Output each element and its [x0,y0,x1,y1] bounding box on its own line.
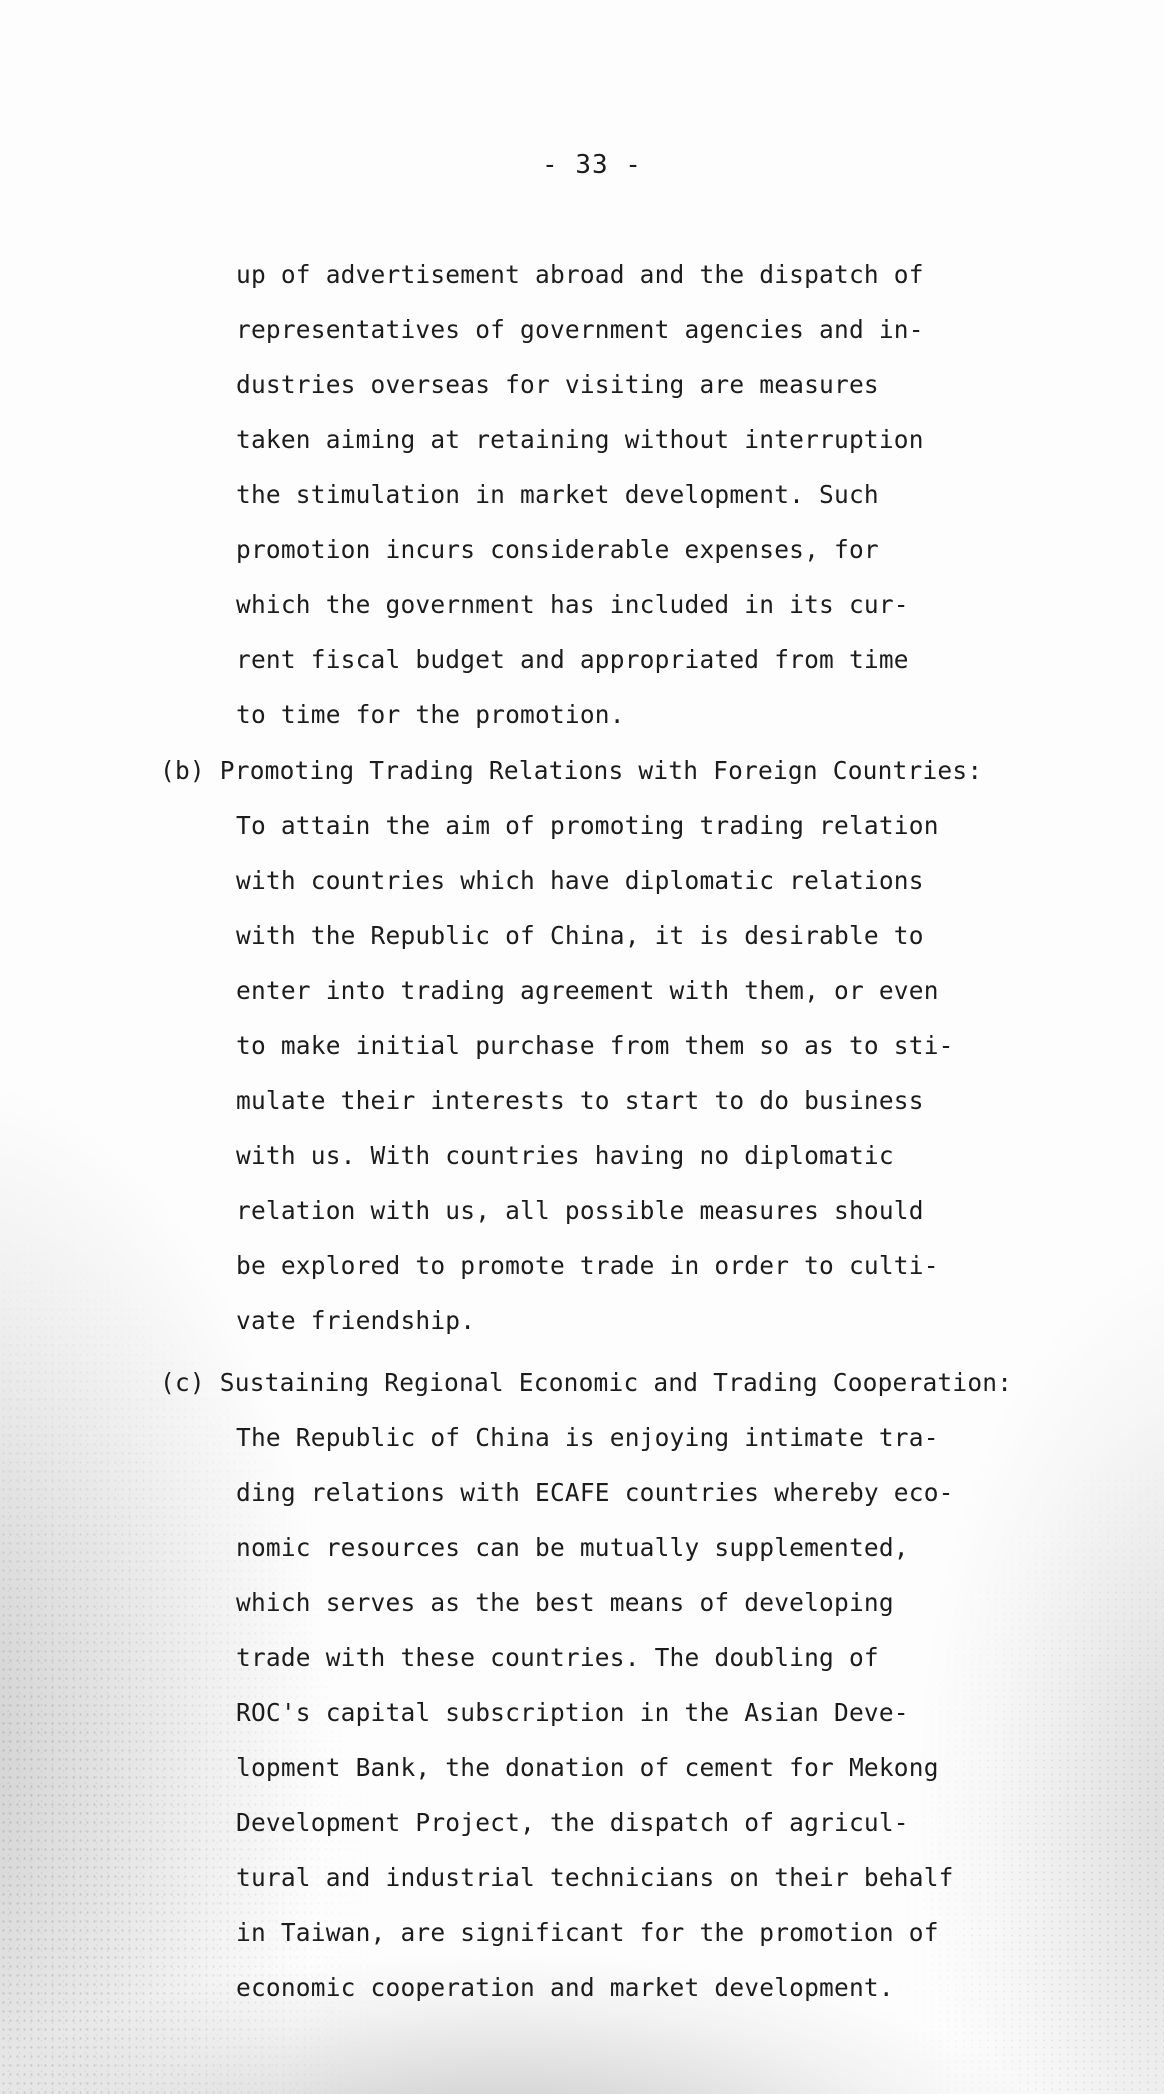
text-line: The Republic of China is enjoying intimate tra- [236,1423,939,1452]
text-line: economic cooperation and market development. [236,1973,894,2002]
text-line: enter into trading agreement with them, or even [236,976,939,1005]
section-heading-b: (b) Promoting Trading Relations with Foreign Countries: [160,756,983,785]
text-line: with the Republic of China, it is desirable to [236,921,924,950]
text-line: vate friendship. [236,1306,476,1335]
text-line: to make initial purchase from them so as to sti- [236,1031,954,1060]
text-line: up of advertisement abroad and the dispatch of [236,260,924,289]
text-line: to time for the promotion. [236,700,625,729]
text-line: nomic resources can be mutually supplemented, [236,1533,909,1562]
text-line: To attain the aim of promoting trading relation [236,811,939,840]
text-line: ding relations with ECAFE countries whereby eco- [236,1478,954,1507]
text-line: in Taiwan, are significant for the promotion of [236,1918,939,1947]
text-line: lopment Bank, the donation of cement for Mekong [236,1753,939,1782]
text-line: taken aiming at retaining without interruption [236,425,924,454]
text-line: dustries overseas for visiting are measures [236,370,879,399]
text-line: which serves as the best means of developing [236,1588,894,1617]
text-line: ROC's capital subscription in the Asian Deve- [236,1698,909,1727]
text-line: rent fiscal budget and appropriated from time [236,645,909,674]
text-line: be explored to promote trade in order to culti- [236,1251,939,1280]
text-line: relation with us, all possible measures should [236,1196,924,1225]
text-line: with us. With countries having no diplomatic [236,1141,894,1170]
text-line: tural and industrial technicians on their behalf [236,1863,954,1892]
page-number: - 33 - [542,150,642,180]
text-line: which the government has included in its cur- [236,590,909,619]
text-line: the stimulation in market development. Such [236,480,879,509]
text-line: trade with these countries. The doubling of [236,1643,879,1672]
text-line: promotion incurs considerable expenses, for [236,535,879,564]
text-line: representatives of government agencies and in- [236,315,924,344]
text-line: Development Project, the dispatch of agricul- [236,1808,909,1837]
text-line: with countries which have diplomatic relations [236,866,924,895]
text-line: mulate their interests to start to do business [236,1086,924,1115]
section-heading-c: (c) Sustaining Regional Economic and Trading Cooperation: [160,1368,1013,1397]
